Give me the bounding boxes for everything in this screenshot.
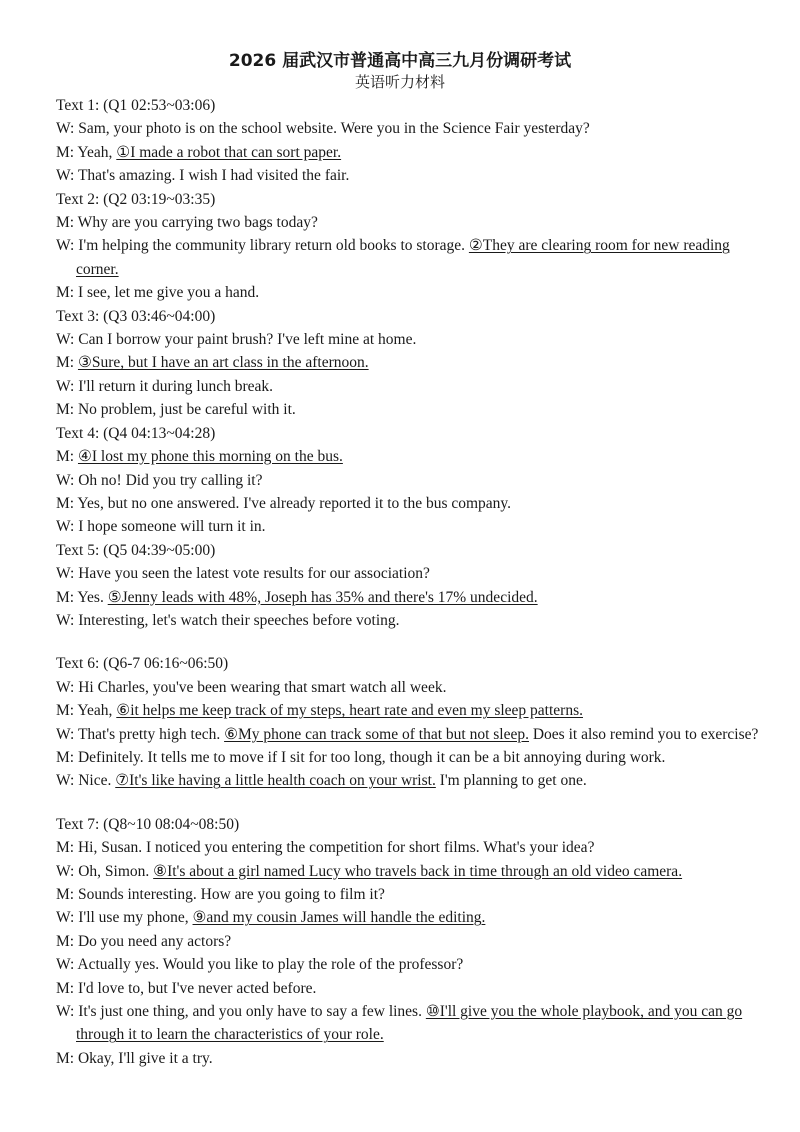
dialogue-line [56, 883, 760, 906]
section-gap [56, 632, 760, 652]
line-text: M: No problem, just be careful with it. [56, 401, 296, 419]
dialogue-line [56, 746, 760, 769]
section-heading [56, 813, 760, 836]
line-text: W: Hi Charles, you've been wearing that smart watch all week. [56, 678, 447, 696]
dialogue-line [56, 141, 760, 164]
line-text: Text 1: (Q1 02:53~03:06) [56, 97, 216, 114]
line-text: W: It's just one thing, and you only have to say a few lines. [56, 1003, 426, 1021]
line-text: W: That's pretty high tech. [56, 725, 225, 743]
dialogue-line [56, 676, 760, 699]
dialogue-line [56, 117, 760, 140]
dialogue-line [56, 860, 760, 883]
dialogue-line [56, 515, 760, 538]
dialogue-line [56, 1000, 760, 1047]
dialogue-line [56, 609, 760, 632]
dialogue-line [56, 930, 760, 953]
dialogue-line [56, 164, 760, 187]
underlined-answer-text: ⑨and my cousin James will handle the editing. [192, 909, 486, 927]
dialogue-line [56, 398, 760, 421]
dialogue-line [56, 836, 760, 859]
underlined-answer-text: ②They are clearing room for new reading corner. [76, 237, 730, 278]
line-text: M: Yes. [56, 588, 108, 606]
line-text: W: That's amazing. I wish I had visited the fair. [56, 167, 350, 185]
line-text: M: Okay, I'll give it a try. [56, 1049, 213, 1067]
dialogue-line [56, 769, 760, 792]
line-text: Text 5: (Q5 04:39~05:00) [56, 541, 216, 559]
line-text: W: I'll return it during lunch break. [56, 377, 273, 395]
underlined-answer-text: ⑤Jenny leads with 48%, Joseph has 35% and there's 17% undecided. [107, 588, 538, 606]
line-text: W: Oh, Simon. [56, 862, 154, 880]
line-text: Does it also remind you to exercise? [528, 725, 759, 743]
line-text: W: Can I borrow your paint brush? I've left mine at home. [56, 331, 417, 349]
line-text: M: Hi, Susan. I noticed you entering the competition for short films. What's your idea? [56, 839, 595, 857]
dialogue-line [56, 281, 760, 304]
dialogue-line [56, 492, 760, 515]
line-text: M: [56, 448, 78, 466]
line-text: Text 4: (Q4 04:13~04:28) [56, 424, 216, 442]
dialogue-line [56, 375, 760, 398]
line-text: M: I'd love to, but I've never acted before. [56, 979, 317, 997]
underlined-answer-text: ③Sure, but I have an art class in the afternoon. [77, 354, 369, 372]
line-text: W: Nice. [56, 772, 116, 790]
line-text: W: Have you seen the latest vote results for our association? [56, 565, 430, 583]
line-text: W: Sam, your photo is on the school website. Were you in the Science Fair yesterday? [56, 120, 590, 138]
line-text: W: I'll use my phone, [56, 909, 193, 927]
line-text: Text 3: (Q3 03:46~04:00) [56, 307, 216, 325]
line-text: W: Interesting, let's watch their speeches before voting. [56, 611, 400, 629]
section-heading [56, 422, 760, 445]
section-heading [56, 94, 760, 117]
underlined-answer-text: ⑥My phone can track some of that but not sleep. [224, 725, 529, 743]
line-text: W: Actually yes. Would you like to play the role of the professor? [56, 956, 464, 974]
line-text: Text 7: (Q8~10 08:04~08:50) [56, 815, 240, 833]
document-title: 2026 届武汉市普通高中高三九月份调研考试 [228, 51, 572, 71]
line-text: M: [56, 354, 78, 372]
dialogue-line [56, 1047, 760, 1070]
underlined-answer-text: ⑩I'll give you the whole playbook, and you can go through it to learn the characteristics of your role. [76, 1003, 743, 1044]
line-text: W: Oh no! Did you try calling it? [56, 471, 263, 489]
line-text: M: Sounds interesting. How are you going to film it? [56, 886, 385, 903]
underlined-answer-text: ⑧It's about a girl named Lucy who travels back in time through an old video camera. [153, 862, 683, 880]
line-text: M: Why are you carrying two bags today? [56, 214, 318, 232]
transcript-body [56, 94, 760, 1070]
dialogue-line [56, 234, 760, 281]
dialogue-line [56, 351, 760, 374]
dialogue-line [56, 469, 760, 492]
line-text: M: Yeah, [56, 702, 117, 720]
dialogue-line [56, 977, 760, 1000]
dialogue-line [56, 328, 760, 351]
underlined-answer-text: ⑥it helps me keep track of my steps, heart rate and even my sleep patterns. [116, 702, 583, 720]
dialogue-line [56, 586, 760, 609]
document-subtitle: 英语听力材料 [354, 73, 445, 91]
line-text: M: Yeah, [56, 143, 117, 161]
section-gap [56, 793, 760, 813]
line-text: M: I see, let me give you a hand. [56, 284, 260, 302]
underlined-answer-text: ⑦It's like having a little health coach on your wrist. [115, 772, 436, 790]
underlined-answer-text: ④I lost my phone this morning on the bus. [77, 448, 343, 466]
dialogue-line [56, 699, 760, 722]
dialogue-line [56, 211, 760, 234]
dialogue-line [56, 445, 760, 468]
line-text: I'm planning to get one. [435, 772, 587, 790]
dialogue-line [56, 723, 760, 746]
line-text: M: Do you need any actors? [56, 932, 232, 950]
dialogue-line [56, 906, 760, 929]
line-text: Text 6: (Q6-7 06:16~06:50) [56, 655, 229, 673]
line-text: Text 2: (Q2 03:19~03:35) [56, 190, 216, 208]
section-heading [56, 652, 760, 675]
line-text: M: Yes, but no one answered. I've already reported it to the bus company. [56, 494, 512, 512]
section-heading [56, 539, 760, 562]
dialogue-line [56, 562, 760, 585]
line-text: M: Definitely. It tells me to move if I sit for too long, though it can be a bit annoying during work. [56, 748, 666, 766]
line-text: W: I hope someone will turn it in. [56, 518, 266, 536]
underlined-answer-text: ①I made a robot that can sort paper. [116, 143, 342, 161]
dialogue-line [56, 953, 760, 976]
section-heading [56, 188, 760, 211]
line-text: W: I'm helping the community library return old books to storage. [56, 237, 469, 255]
section-heading [56, 305, 760, 328]
